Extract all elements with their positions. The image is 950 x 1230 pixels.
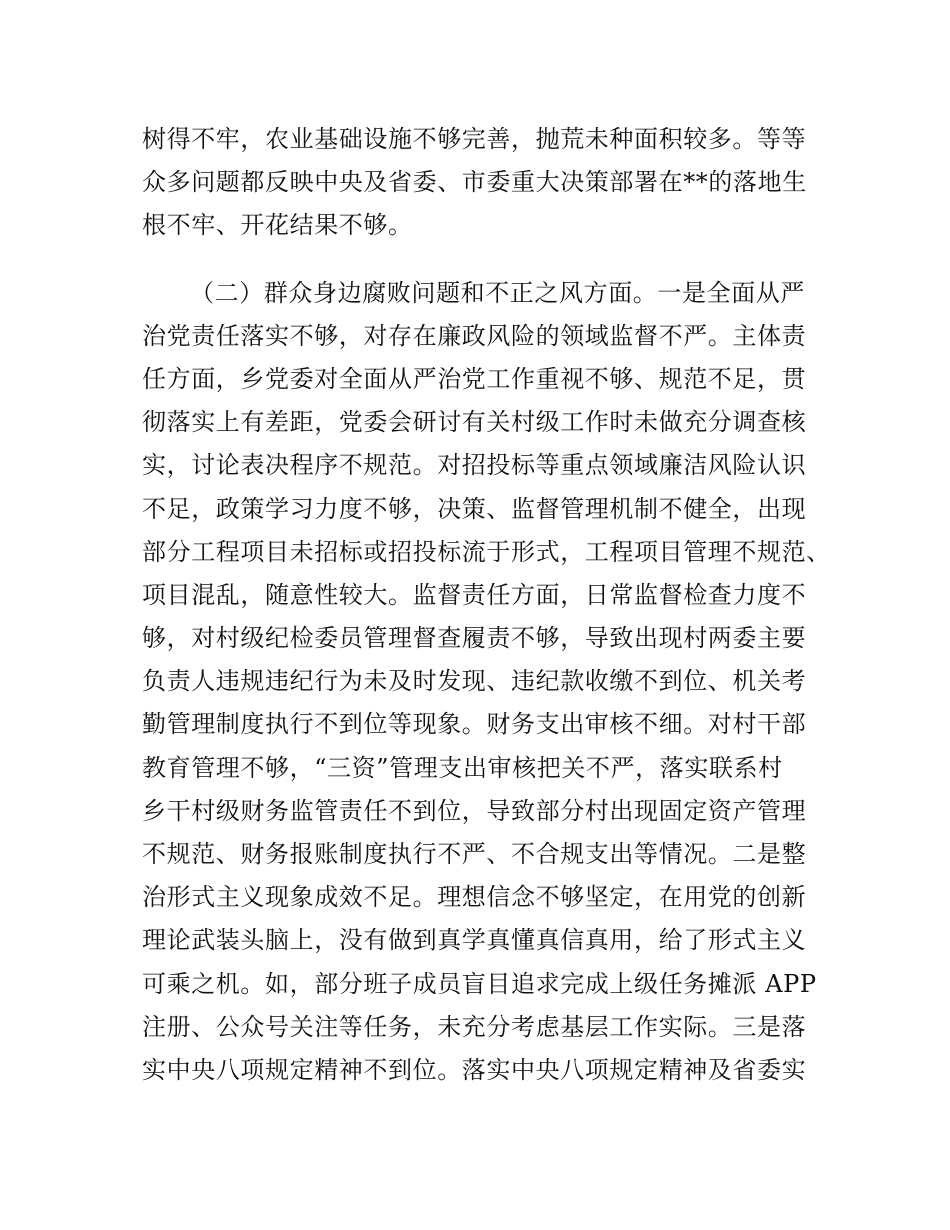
text-line: 项目混乱，随意性较大。监督责任方面，日常监督检查力度不: [142, 580, 807, 609]
text-line: 教育管理不够，“三资”管理支出审核把关不严，落实联系村: [142, 753, 783, 782]
text-line: 根不牢、开花结果不够。: [142, 211, 413, 240]
document-body: [142, 118, 842, 1092]
paragraph-section-two: [142, 272, 842, 1093]
text-line: 治形式主义现象成效不足。理想信念不够坚定，在用党的创新: [142, 883, 807, 912]
text-line: 治党责任落实不够，对存在廉政风险的领域监督不严。主体责: [142, 321, 807, 350]
text-line: （二）群众身边腐败问题和不正之风方面。一是全面从严: [190, 278, 805, 307]
text-line: 任方面，乡党委对全面从严治党工作重视不够、规范不足，贯: [142, 364, 807, 393]
text-line: 不足，政策学习力度不够，决策、监督管理机制不健全，出现: [142, 494, 807, 523]
text-line: 实，讨论表决程序不规范。对招投标等重点领域廉洁风险认识: [142, 451, 807, 480]
text-line: 不规范、财务报账制度执行不严、不合规支出等情况。二是整: [142, 840, 807, 868]
text-line: 理论武装头脑上，没有做到真学真懂真信真用，给了形式主义: [142, 926, 807, 955]
text-line: 树得不牢，农业基础设施不够完善，抛荒未种面积较多。等等: [142, 125, 807, 153]
text-line: 实中央八项规定精神不到位。落实中央八项规定精神及省委实: [142, 1055, 807, 1084]
text-line: 乡干村级财务监管责任不到位，导致部分村出现固定资产管理: [142, 796, 807, 825]
text-line: 注册、公众号关注等任务，未充分考虑基层工作实际。三是落: [142, 1012, 807, 1041]
text-line: 彻落实上有差距，党委会研讨有关村级工作时未做充分调查核: [142, 408, 807, 437]
paragraph-gap: [142, 248, 842, 272]
text-line: 够，对村级纪检委员管理督查履责不够，导致出现村两委主要: [142, 624, 807, 653]
text-line: 众多问题都反映中央及省委、市委重大决策部署在**的落地生: [142, 168, 807, 197]
text-line: 可乘之机。如，部分班子成员盲目追求完成上级任务摊派 APP: [142, 969, 817, 998]
text-line: 勤管理制度执行不到位等现象。财务支出审核不细。对村干部: [142, 710, 807, 739]
paragraph-continuation: [142, 118, 842, 248]
text-line: 部分工程项目未招标或招投标流于形式，工程项目管理不规范、: [142, 537, 831, 566]
text-line: 负责人违规违纪行为未及时发现、违纪款收缴不到位、机关考: [142, 667, 807, 696]
